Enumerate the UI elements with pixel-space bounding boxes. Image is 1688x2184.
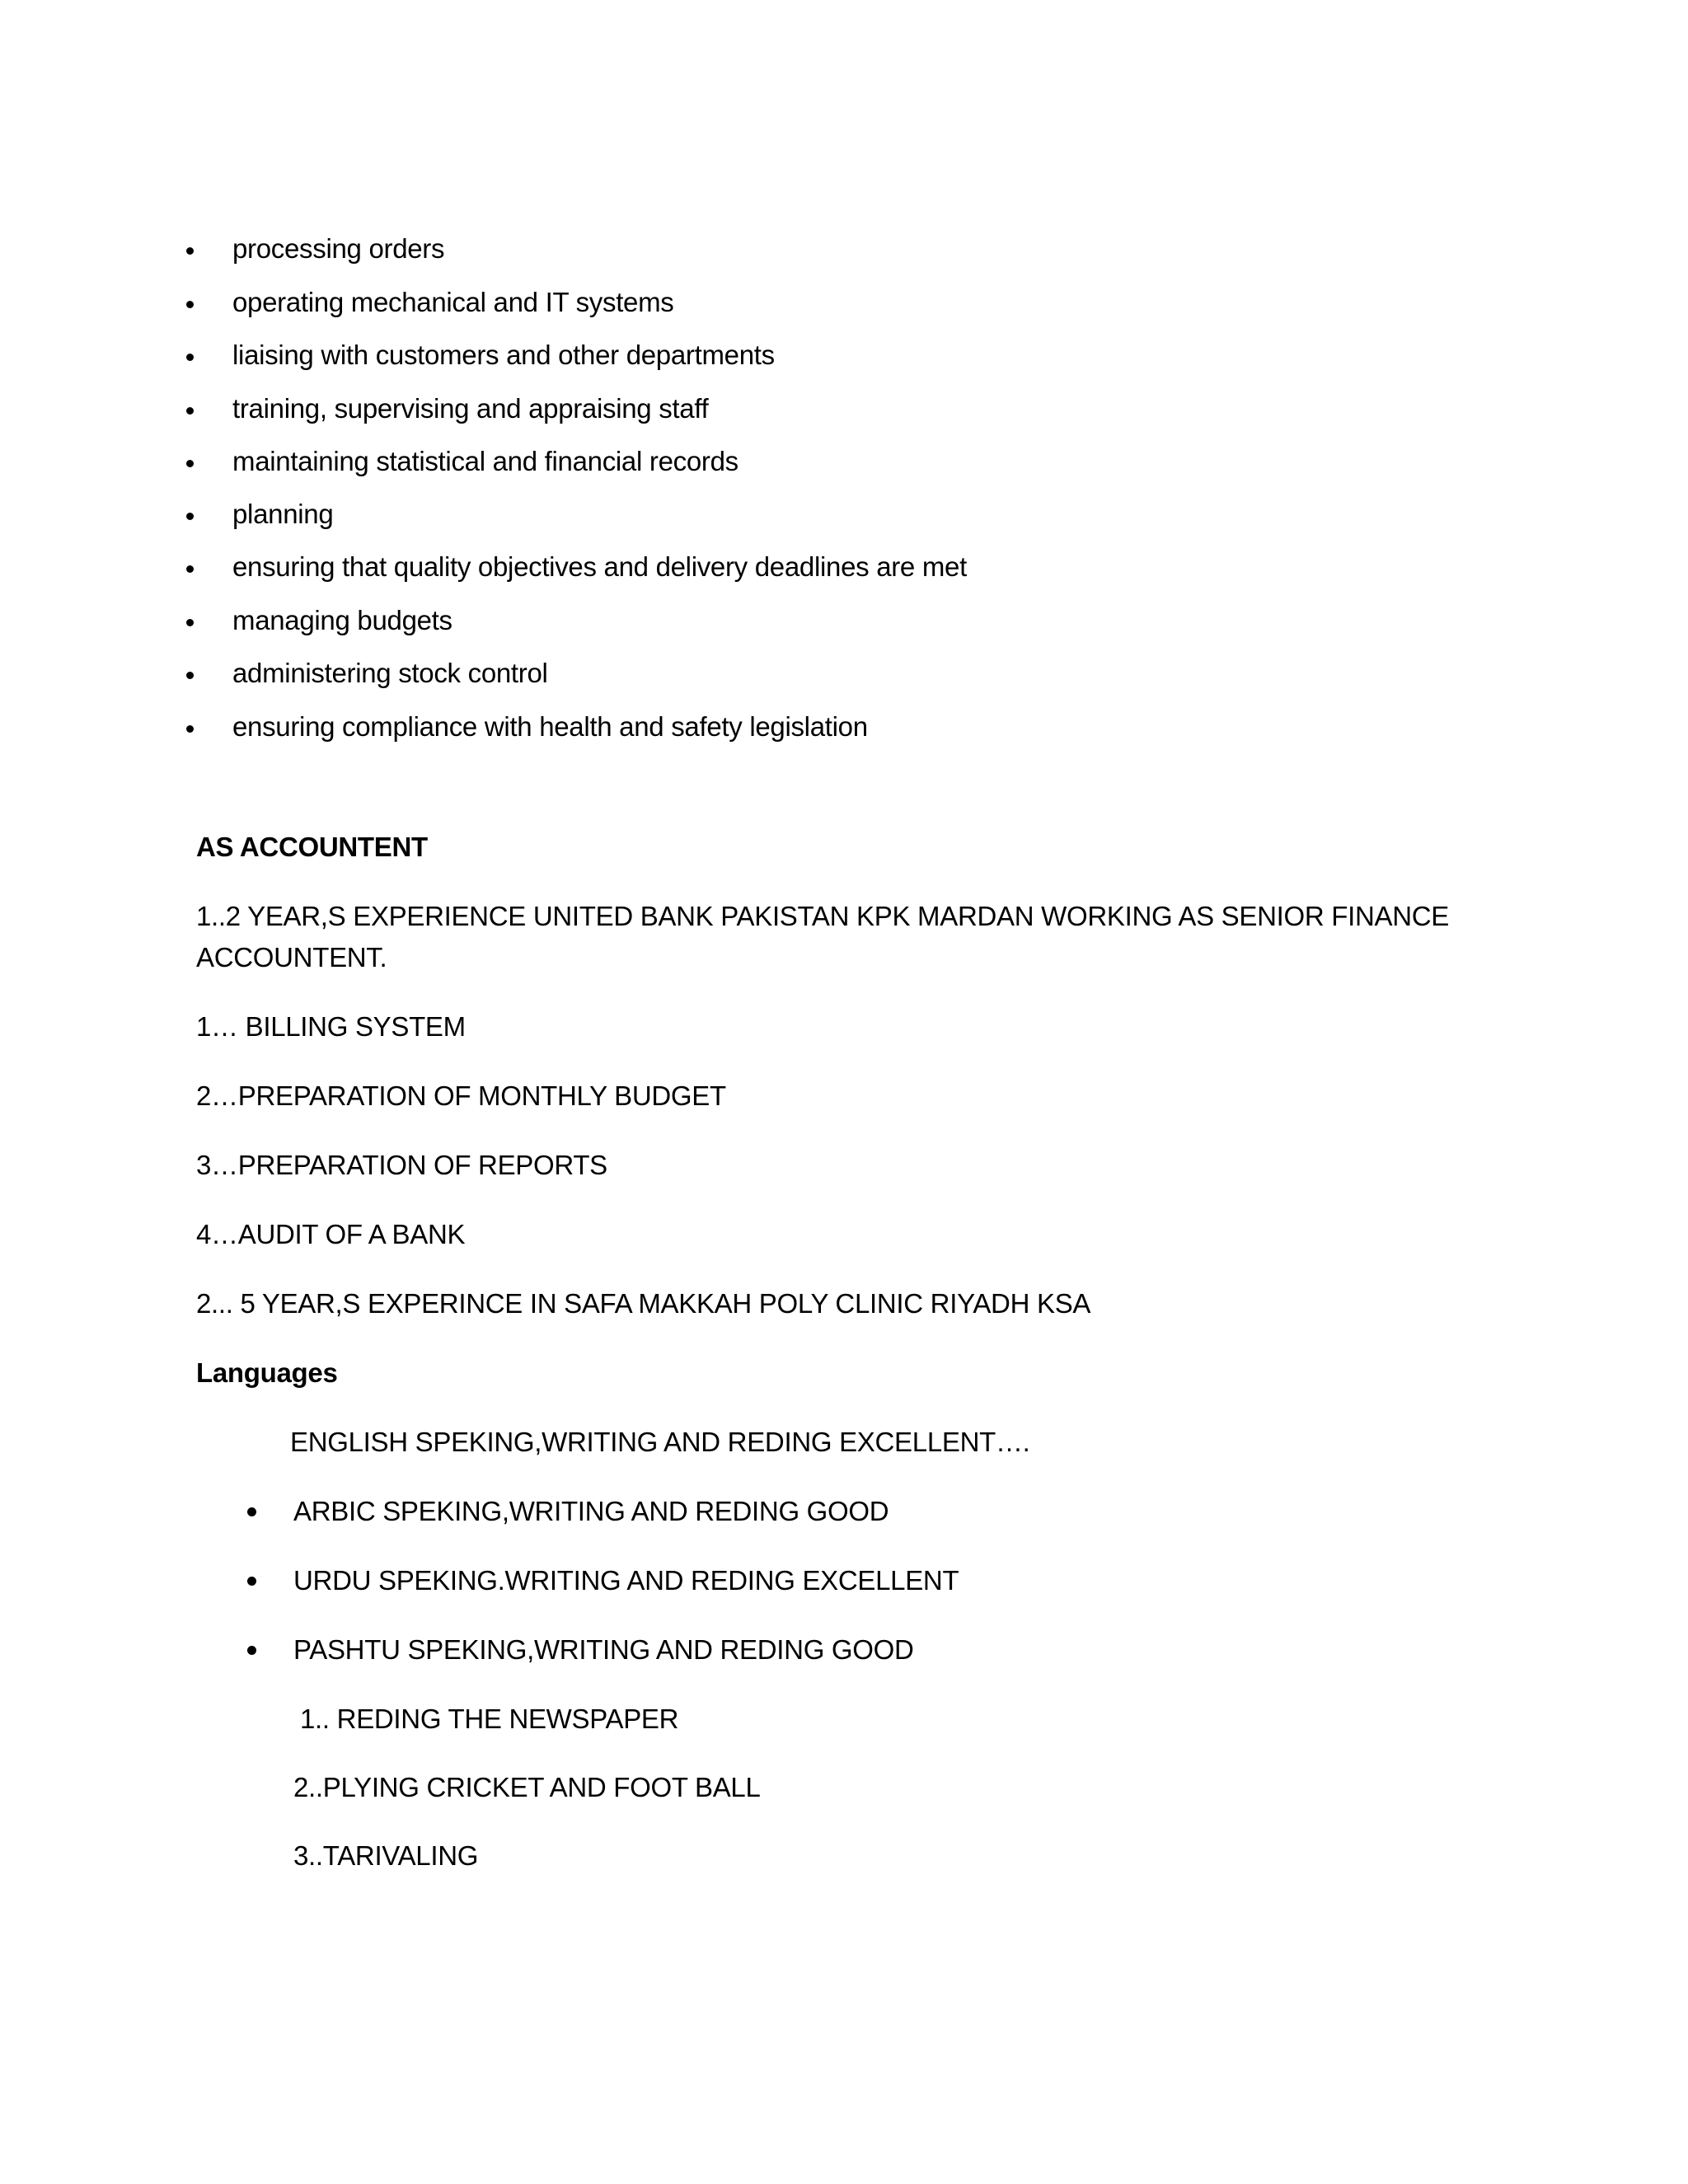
duty-item: liaising with customers and other departments <box>232 340 775 370</box>
bullet-icon <box>186 460 194 467</box>
accountant-task: 1… BILLING SYSTEM <box>196 1011 466 1042</box>
bullet-icon <box>186 354 194 361</box>
experience-line-1: 1..2 YEAR,S EXPERIENCE UNITED BANK PAKISTAN KPK MARDAN WORKING AS SENIOR FINANCE <box>196 901 1450 931</box>
accountant-task: 3…PREPARATION OF REPORTS <box>196 1150 607 1180</box>
bullet-icon <box>186 565 194 573</box>
bullet-icon <box>186 247 194 255</box>
bullet-icon <box>186 513 194 520</box>
duty-item: planning <box>232 499 334 529</box>
hobby-item: 1.. REDING THE NEWSPAPER <box>300 1704 679 1734</box>
bullet-icon <box>247 1577 256 1586</box>
duty-item: maintaining statistical and financial records <box>232 446 738 476</box>
bullet-icon <box>186 672 194 679</box>
bullet-icon <box>186 725 194 733</box>
bullet-icon <box>247 1507 256 1516</box>
languages-heading: Languages <box>196 1357 338 1388</box>
language-item: ENGLISH SPEKING,WRITING AND REDING EXCELLENT…. <box>290 1427 1030 1457</box>
duty-item: operating mechanical and IT systems <box>232 287 674 317</box>
accountant-task: 4…AUDIT OF A BANK <box>196 1219 466 1249</box>
bullet-icon <box>247 1646 256 1655</box>
duty-item: ensuring compliance with health and safety legislation <box>232 711 868 742</box>
bullet-icon <box>186 407 194 415</box>
language-item: PASHTU SPEKING,WRITING AND REDING GOOD <box>293 1634 914 1665</box>
duty-item: managing budgets <box>232 605 452 635</box>
language-item: ARBIC SPEKING,WRITING AND REDING GOOD <box>293 1496 889 1526</box>
accountant-task: 2…PREPARATION OF MONTHLY BUDGET <box>196 1080 726 1111</box>
bullet-icon <box>186 301 194 308</box>
hobby-item: 2..PLYING CRICKET AND FOOT BALL <box>293 1772 761 1802</box>
duty-item: processing orders <box>232 233 445 264</box>
accountant-heading: AS ACCOUNTENT <box>196 832 428 862</box>
duty-item: ensuring that quality objectives and delivery deadlines are met <box>232 551 967 582</box>
duty-item: administering stock control <box>232 658 548 688</box>
experience-2: 2... 5 YEAR,S EXPERINCE IN SAFA MAKKAH POLY CLINIC RIYADH KSA <box>196 1288 1091 1319</box>
experience-line-2: ACCOUNTENT. <box>196 942 387 972</box>
duty-item: training, supervising and appraising staff <box>232 393 709 424</box>
language-item: URDU SPEKING.WRITING AND REDING EXCELLENT <box>293 1565 959 1596</box>
hobby-item: 3..TARIVALING <box>293 1840 479 1871</box>
bullet-icon <box>186 619 194 626</box>
